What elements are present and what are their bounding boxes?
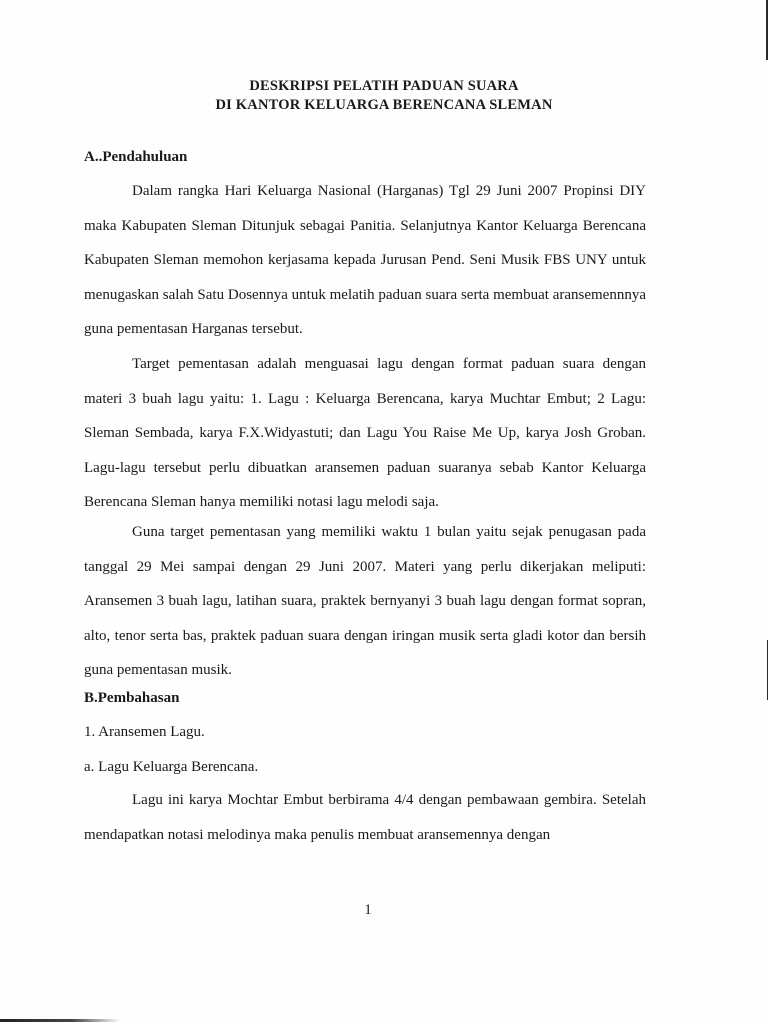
- paragraph-schedule: Guna target pementasan yang memiliki waktu 1 bulan yaitu sejak penugasan pada tanggal 29 Mei sampai dengan 29 Juni 2007. Materi yang perlu dikerjakan meliputi: Aransemen 3 buah lagu, latihan suara, praktek bernyanyi 3 buah lagu dengan format sopran, alto, tenor serta bas, praktek paduan suara dengan iringan musik serta gladi kotor dan bersih guna pementasan musik.: [84, 524, 646, 678]
- list-item-song-a: a. Lagu Keluarga Berencana.: [84, 759, 259, 775]
- paragraph-song-description: Lagu ini karya Mochtar Embut berbirama 4/4 dengan pembawaan gembira. Setelah mendapatkan notasi melodinya maka penulis membuat aransemennya dengan: [84, 792, 646, 843]
- document-title-line-2: DI KANTOR KELUARGA BERENCANA SLEMAN: [215, 97, 553, 113]
- page-number: 1: [364, 902, 372, 918]
- document-title-line-1: DESKRIPSI PELATIH PADUAN SUARA: [249, 78, 519, 94]
- paragraph-introduction: Dalam rangka Hari Keluarga Nasional (Harganas) Tgl 29 Juni 2007 Propinsi DIY maka Kabupaten Sleman Ditunjuk sebagai Panitia. Selanjutnya Kantor Keluarga Berencana Kabupaten Sleman memohon kerjasama kepada Jurusan Pend. Seni Musik FBS UNY untuk menugaskan salah Satu Dosennya untuk melatih paduan suara serta membuat aransemennnya guna pementasan Harganas tersebut.: [84, 183, 646, 337]
- scan-edge-mark-bottom: [0, 1019, 120, 1022]
- section-a-heading: A..Pendahuluan: [84, 149, 188, 165]
- paragraph-target: Target pementasan adalah menguasai lagu dengan format paduan suara dengan materi 3 buah lagu yaitu: 1. Lagu : Keluarga Berencana, karya Muchtar Embut; 2 Lagu: Sleman Sembada, karya F.X.Widyastuti; dan Lagu You Raise Me Up, karya Josh Groban. Lagu-lagu tersebut perlu dibuatkan aransemen paduan suaranya sebab Kantor Keluarga Berencana Sleman hanya memiliki notasi lagu melodi saja.: [84, 356, 646, 510]
- list-item-arrangement: 1. Aransemen Lagu.: [84, 724, 205, 740]
- section-b-heading: B.Pembahasan: [84, 690, 180, 706]
